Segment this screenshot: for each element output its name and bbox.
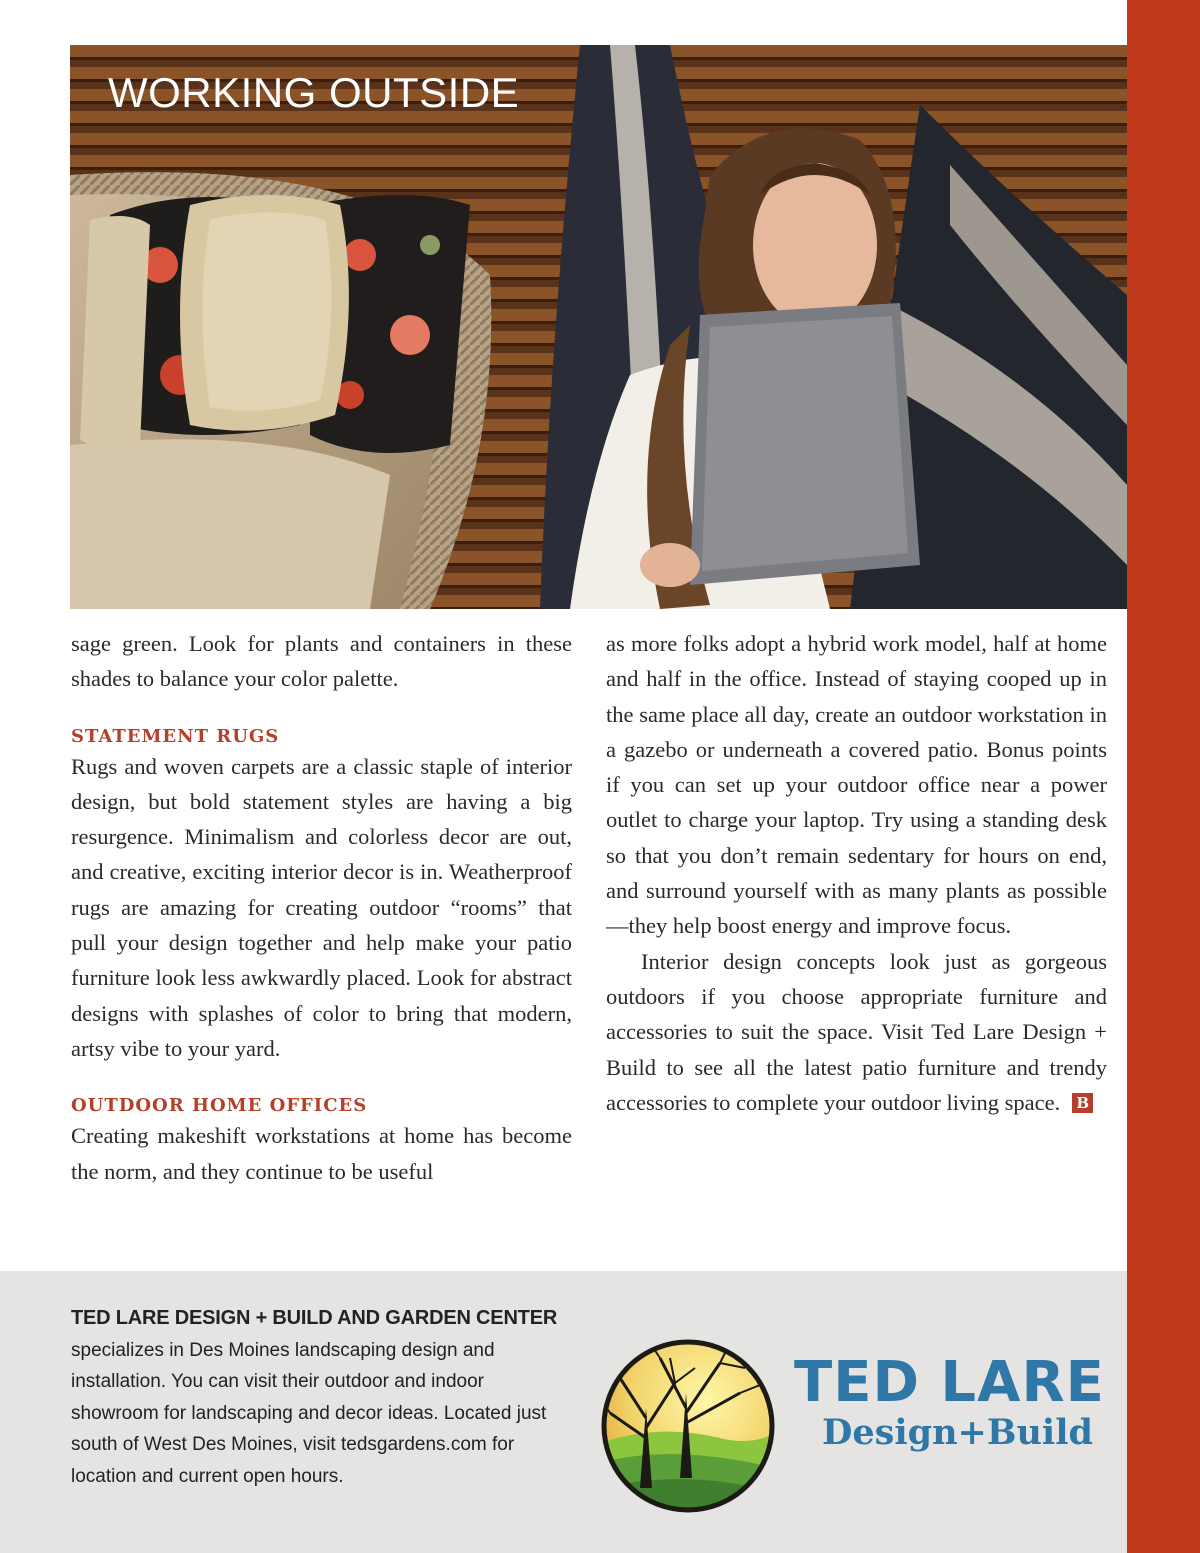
home-office-continued-paragraph: as more folks adopt a hybrid work model, half at home and half in the office. Instead of staying cooped up in the same place all day, create an outdoor workstation in a gazebo or underneath a covered patio. Bonus points if you can set up your outdoor office near a power outlet to charge your laptop. Try using a standing desk so that you don’t remain sedentary for hours on end, and surround yourself with as many plants as possible—they help boost energy and improve focus. [606, 631, 1107, 939]
hero-illustration [70, 45, 1127, 609]
logo-tagline: Design+Build [822, 1412, 1093, 1453]
right-column [606, 626, 1107, 1120]
accent-side-bar [1127, 0, 1200, 1553]
closing-paragraph [606, 944, 1107, 1120]
sponsor-footer [0, 1271, 1127, 1553]
intro-paragraph: sage green. Look for plants and containers in these shades to balance your color palette. [71, 631, 572, 692]
section-heading-outdoor-home-offices: OUTDOOR HOME OFFICES [71, 1095, 368, 1117]
sponsor-name: TED LARE DESIGN + BUILD AND GARDEN CENTER [71, 1307, 558, 1329]
outdoor-home-offices-paragraph: Creating makeshift workstations at home has become the norm, and they continue to be useful [71, 1123, 572, 1184]
sponsor-blurb [71, 1303, 571, 1492]
left-column [71, 626, 572, 1189]
end-mark-icon: B [1072, 1093, 1093, 1113]
section-heading-statement-rugs: STATEMENT RUGS [71, 725, 280, 747]
page-title: WORKING OUTSIDE [108, 69, 520, 116]
tree-logo-icon [600, 1338, 776, 1514]
closing-paragraph-text: Interior design concepts look just as gorgeous outdoors if you choose appropriate furniture and accessories to suit the space. Visit Ted Lare Design + Build to see all the latest patio furniture and trendy accessories to complete your outdoor living space. [606, 948, 1107, 1115]
statement-rugs-paragraph: Rugs and woven carpets are a classic staple of interior design, but bold statement styles are having a big resurgence. Minimalism and colorless decor are out, and creative, exciting interior decor is in. Weatherproof rugs are amazing for creating outdoor “rooms” that pull your design together and help make your patio furniture look less awkwardly placed. Look for abstract designs with splashes of color to bring that modern, artsy vibe to your yard. [71, 753, 572, 1061]
sponsor-description: specializes in Des Moines landscaping design and installation. You can visit their outdoor and indoor showroom for landscaping and decor ideas. Located just south of West Des Moines, visit tedsgardens.com for location and current open hours. [71, 1339, 547, 1487]
hero-photo [70, 45, 1127, 609]
logo-wordmark: TED LARE [794, 1350, 1105, 1415]
